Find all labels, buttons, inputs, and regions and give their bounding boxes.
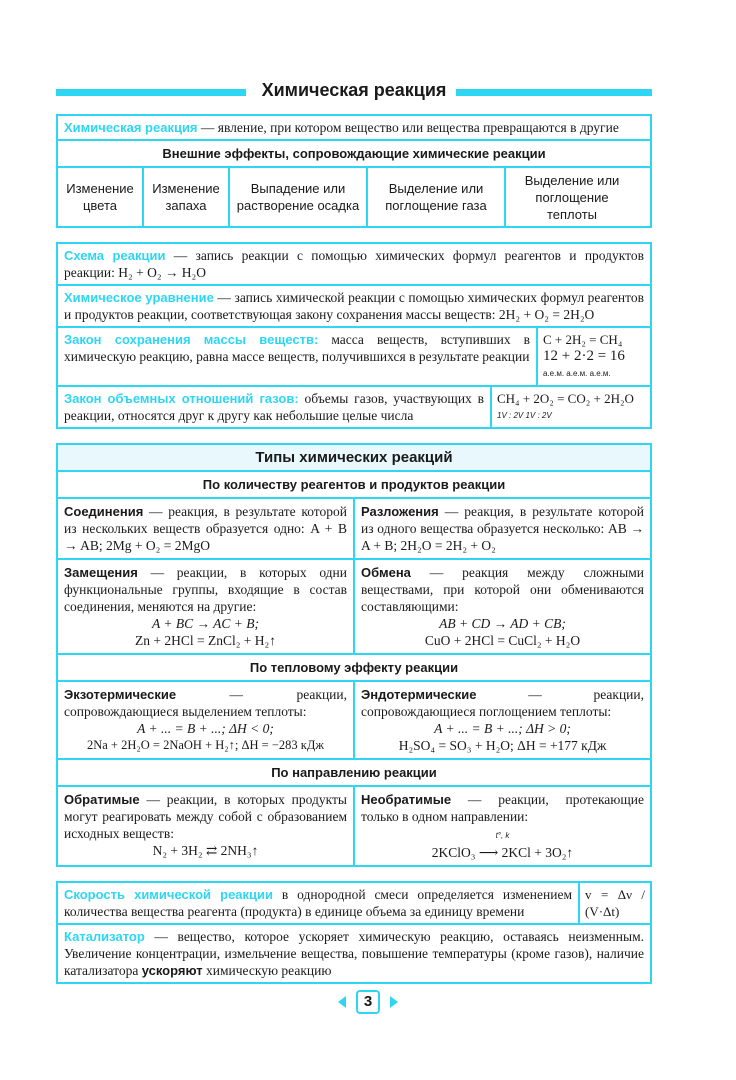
rev-text: — реакции, в которых продукты могут реагировать между собой с образованием исходных веществ: bbox=[64, 792, 347, 841]
mass-text: масса веществ, вступивших в химическую реакцию, равна массе веществ, получившихся в результате реакции bbox=[64, 332, 530, 364]
dir-row bbox=[58, 787, 650, 865]
effects-header: Внешние эффекты, сопровождающие химические реакции bbox=[58, 141, 650, 168]
footer bbox=[0, 990, 736, 1014]
next-page-icon[interactable] bbox=[390, 996, 398, 1008]
reaction-text: — явление, при котором вещество или вещества превращаются в другие bbox=[197, 120, 619, 135]
page bbox=[56, 78, 652, 998]
laws-block bbox=[56, 242, 652, 429]
effect-color: Изменение цвета bbox=[58, 168, 144, 226]
page-number: 3 bbox=[356, 990, 380, 1014]
term-exo: Экзотермические bbox=[64, 687, 177, 702]
endo-text: — реакции, сопровождающиеся поглощением теплоты: bbox=[361, 687, 644, 719]
effect-precipitate: Выпадение или растворение осадка bbox=[230, 168, 368, 226]
endo-eq2: H₂SO₄ = SO₃ + H₂O; ΔH = +177 кДж bbox=[398, 738, 607, 753]
effects-row bbox=[58, 168, 650, 226]
compound-cell bbox=[58, 499, 355, 558]
term-equation: Химическое уравнение bbox=[64, 290, 214, 305]
compound-text: — реакция, в результате которой из нескольких веществ образуется одно: A + B → AB; 2Mg + O₂ = 2MgO bbox=[64, 504, 347, 553]
rate-formula: v = Δν / (V·Δt) bbox=[585, 887, 645, 919]
term-mass-law: Закон сохранения массы веществ: bbox=[64, 332, 319, 347]
mass-eq2: 12 + 2·2 = 16 bbox=[543, 348, 625, 364]
prev-page-icon[interactable] bbox=[338, 996, 346, 1008]
page-title: Химическая реакция bbox=[261, 80, 447, 100]
heat-row bbox=[58, 682, 650, 760]
rate-row bbox=[58, 883, 650, 925]
cat-bold: ускоряют bbox=[141, 963, 203, 978]
endo-eq1: A + ... = B + ...; ΔH > 0; bbox=[434, 721, 571, 736]
by-dir-header: По направлению реакции bbox=[58, 760, 650, 787]
mass-units: а.е.м. а.е.м. а.е.м. bbox=[543, 369, 611, 378]
term-compound: Соединения bbox=[64, 504, 144, 519]
term-decomp: Разложения bbox=[361, 504, 439, 519]
term-rate: Скорость химической реакции bbox=[64, 887, 274, 902]
exch-cell bbox=[355, 560, 650, 653]
gas-law bbox=[58, 387, 650, 427]
exch-eq2: CuO + 2HCl = CuCl₂ + H₂O bbox=[424, 633, 581, 648]
rate-text-cell bbox=[58, 883, 580, 923]
decomp-text: — реакция, в результате которой из одного вещества образуется несколько: AB → A + B; 2H₂O = 2H₂ + O₂ bbox=[361, 504, 644, 553]
count-row-2 bbox=[58, 560, 650, 655]
exch-eq1: AB + CD → AD + CB; bbox=[439, 616, 566, 631]
rev-cell bbox=[58, 787, 355, 865]
rate-text: в однородной смеси определяется изменением количества вещества реагента (продукта) в единице объема за единицу времени bbox=[64, 887, 572, 919]
catalyst-row bbox=[58, 925, 650, 982]
gas-law-text bbox=[58, 387, 492, 427]
exo-cell bbox=[58, 682, 355, 758]
term-catalyst: Катализатор bbox=[64, 929, 145, 944]
subst-eq2: Zn + 2HCl = ZnCl₂ + H₂↑ bbox=[134, 633, 276, 648]
cat-text2: химическую реакцию bbox=[202, 963, 332, 978]
irrev-cond: t°, k bbox=[495, 831, 510, 840]
term-exch: Обмена bbox=[361, 565, 411, 580]
definition-block bbox=[56, 114, 652, 228]
irrev-text: — реакции, протекающие только в одном направлении: bbox=[361, 792, 644, 824]
exo-eq1: A + ... = B + ...; ΔH < 0; bbox=[137, 721, 274, 736]
gas-text: объемы газов, участвующих в реакции, относятся друг к другу как небольшие целые числа bbox=[64, 391, 484, 423]
title-row bbox=[56, 78, 652, 108]
gas-law-example bbox=[492, 387, 650, 427]
types-header: Типы химических реакций bbox=[58, 445, 650, 472]
mass-law-example bbox=[538, 328, 650, 385]
types-block bbox=[56, 443, 652, 867]
scheme-text: — запись реакции с помощью химических формул реагентов и продуктов реакции: H₂ + O₂ → H₂O bbox=[64, 248, 645, 280]
effect-gas: Выделение или поглощение газа bbox=[368, 168, 506, 226]
term-irrev: Необратимые bbox=[361, 792, 452, 807]
count-row-1 bbox=[58, 499, 650, 560]
by-count-header: По количеству реагентов и продуктов реакции bbox=[58, 472, 650, 499]
scheme-definition bbox=[58, 244, 650, 286]
irrev-eq-wrap bbox=[361, 825, 644, 861]
gas-ratio: 1V : 2V 1V : 2V bbox=[497, 411, 552, 420]
title-bar-right bbox=[456, 89, 652, 96]
endo-cell bbox=[355, 682, 650, 758]
equation-text: — запись химической реакции с помощью химических формул реагентов и продуктов реакции, соответствующая закону сохранения массы веществ: 2H₂ + O₂ = 2H₂O bbox=[64, 290, 644, 322]
term-subst: Замещения bbox=[64, 565, 138, 580]
rev-eq: N₂ + 3H₂ ⇄ 2NH₃↑ bbox=[152, 843, 259, 858]
exo-text: — реакции, сопровождающиеся выделением теплоты: bbox=[64, 687, 347, 719]
exch-text: — реакция между сложными веществами, при которой они обмениваются составляющими: bbox=[361, 565, 644, 614]
equation-definition bbox=[58, 286, 650, 328]
subst-cell bbox=[58, 560, 355, 653]
effect-smell: Изменение запаха bbox=[144, 168, 230, 226]
rate-block bbox=[56, 881, 652, 984]
effect-heat: Выделение или поглощение теплоты bbox=[524, 172, 620, 222]
reaction-definition bbox=[58, 116, 650, 141]
mass-law-text bbox=[58, 328, 538, 385]
mass-eq1: C + 2H₂ = CH₄ bbox=[543, 332, 623, 347]
gas-eq: CH₄ + 2O₂ = CO₂ + 2H₂O bbox=[497, 391, 634, 406]
term-rev: Обратимые bbox=[64, 792, 140, 807]
subst-eq1: A + BC → AC + B; bbox=[152, 616, 259, 631]
term-scheme: Схема реакции bbox=[64, 248, 166, 263]
subst-text: — реакции, в которых одни функциональные группы, входящие в состав соединения, меняются на другие: bbox=[64, 565, 347, 614]
term-reaction: Химическая реакция bbox=[64, 120, 198, 135]
by-heat-header: По тепловому эффекту реакции bbox=[58, 655, 650, 682]
exo-eq2: 2Na + 2H₂O = 2NaOH + H₂↑; ΔH = −283 кДж bbox=[86, 738, 325, 752]
decomp-cell bbox=[355, 499, 650, 558]
term-endo: Эндотермические bbox=[361, 687, 477, 702]
term-gas-law: Закон объемных отношений газов: bbox=[64, 391, 299, 406]
irrev-cell bbox=[355, 787, 650, 865]
cat-text1: — вещество, которое ускоряет химическую реакцию, оставаясь неизменным. Увеличение концентрации, измельчение вещества, повышение температуры (кроме газов), наличие катализатора bbox=[64, 929, 644, 978]
mass-law bbox=[58, 328, 650, 387]
irrev-eq: 2KClO₃ ⟶ 2KCl + 3O₂↑ bbox=[431, 845, 574, 860]
